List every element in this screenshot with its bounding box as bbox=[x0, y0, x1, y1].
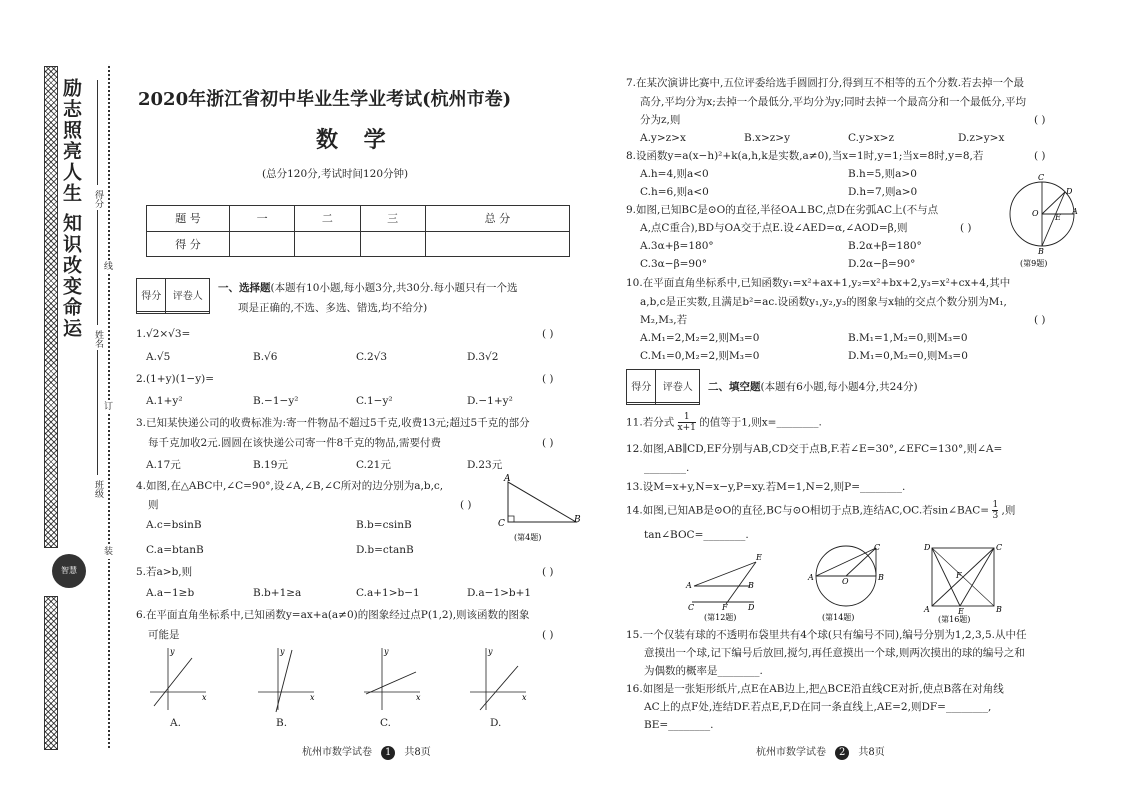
score-table-cell: 一 bbox=[230, 206, 295, 232]
q6-option[interactable]: A. bbox=[170, 717, 181, 729]
q9-point-label: C bbox=[1038, 173, 1045, 182]
footer-right-name: 杭州市数学试卷 bbox=[756, 747, 826, 758]
svg-text:x: x bbox=[202, 693, 207, 702]
q6-line1: 6.在平面直角坐标系中,已知函数y=ax+a(a≠0)的图象经过点P(1,2),则该函数的图象 bbox=[136, 609, 530, 621]
q7-line1: 7.在某次演讲比赛中,五位评委给选手圆圆打分,得到互不相等的五个分数.若去掉一个最 bbox=[626, 77, 1025, 89]
q9-line1: 9.如图,已知BC是⊙O的直径,半径OA⊥BC,点D在劣弧AC上(不与点 bbox=[626, 204, 939, 216]
q8-paren[interactable]: ( ) bbox=[1034, 150, 1046, 162]
q8-option[interactable]: D.h=7,则a>0 bbox=[848, 186, 918, 198]
q14-figure-caption: (第14题) bbox=[822, 613, 855, 622]
q5-paren[interactable]: ( ) bbox=[542, 566, 554, 578]
q4-point-label: C bbox=[498, 519, 505, 529]
subject-title: 数 学 bbox=[316, 127, 386, 153]
q2-option[interactable]: A.1+y² bbox=[146, 395, 183, 407]
score-table-cell: 三 bbox=[360, 206, 425, 232]
footer-left bbox=[302, 746, 431, 760]
q9-figure-caption: (第9题) bbox=[1020, 259, 1048, 268]
q14-point-label: C bbox=[874, 543, 881, 552]
q11-denominator: x+1 bbox=[677, 423, 696, 433]
q7-option[interactable]: C.y>x>z bbox=[848, 132, 894, 144]
footer-right bbox=[756, 746, 885, 760]
q10-line1: 10.在平面直角坐标系中,已知函数y₁=x²+ax+1,y₂=x²+bx+2,y₃=x²+cx+4,其中 bbox=[626, 277, 1011, 289]
grader-box-2 bbox=[626, 369, 700, 405]
q1-option[interactable]: B.√6 bbox=[253, 351, 278, 363]
q12-point-label: A bbox=[686, 581, 692, 590]
q14-denominator: 3 bbox=[992, 511, 999, 521]
class-line bbox=[97, 350, 98, 475]
score-input-cell[interactable] bbox=[360, 231, 425, 257]
grader-label: 评卷人 bbox=[656, 370, 700, 403]
q7-option[interactable]: D.z>y>x bbox=[958, 132, 1005, 144]
q5-option[interactable]: D.a−1>b+1 bbox=[467, 587, 532, 599]
q14-point-label: A bbox=[808, 573, 814, 582]
q3-line2: 每千克加收2元.圆圆在该快递公司寄一件8千克的物品,需要付费 bbox=[148, 437, 442, 449]
motto: 励志照亮人生 知识改变命运 bbox=[60, 78, 82, 339]
section2-title bbox=[708, 380, 918, 394]
grader-cell[interactable] bbox=[627, 402, 656, 404]
q1-stem: 1.√2×√3= bbox=[136, 328, 191, 340]
grader-cell[interactable] bbox=[656, 402, 700, 404]
page-number-2: 2 bbox=[835, 746, 849, 760]
score-input-cell[interactable] bbox=[425, 231, 569, 257]
score-input-cell[interactable] bbox=[230, 231, 295, 257]
binding-mark-3: 线 bbox=[104, 262, 114, 272]
q14-figure bbox=[806, 542, 896, 624]
q12-point-label: C bbox=[688, 603, 695, 612]
footer-left-name: 杭州市数学试卷 bbox=[302, 747, 372, 758]
q14-stem-a: 14.如图,已知AB是⊙O的直径,BC与⊙O相切于点B,连结AC,OC.若sin∠BAC= bbox=[626, 504, 990, 517]
q4-point-label: A bbox=[504, 474, 511, 484]
q12-point-label: F bbox=[722, 603, 728, 612]
q4-figure-caption: (第4题) bbox=[514, 533, 542, 542]
q3-option[interactable]: B.19元 bbox=[253, 459, 288, 471]
q16-point-label: F bbox=[956, 571, 962, 580]
q5-option[interactable]: A.a−1≥b bbox=[146, 587, 195, 599]
class-label: 班级 bbox=[93, 480, 103, 498]
score-label: 得分 bbox=[93, 190, 103, 208]
q16-point-label: D bbox=[924, 543, 931, 552]
name-label: 姓名 bbox=[93, 330, 103, 348]
exam-info: (总分120分,考试时间120分钟) bbox=[262, 168, 409, 180]
q11-stem-b[interactable]: 的值等于1,则x=________. bbox=[699, 416, 822, 429]
q10-option[interactable]: D.M₁=0,M₂=0,则M₃=0 bbox=[848, 350, 968, 362]
q5-option[interactable]: B.b+1≥a bbox=[253, 587, 302, 599]
q9-paren[interactable]: ( ) bbox=[960, 222, 972, 234]
q6-option[interactable]: C. bbox=[380, 717, 391, 729]
binding-mark-2: 订 bbox=[104, 402, 114, 412]
q7-paren[interactable]: ( ) bbox=[1034, 114, 1046, 126]
binding-sidebar bbox=[44, 66, 102, 748]
q2-stem: 2.(1+y)(1−y)= bbox=[136, 373, 215, 385]
q4-paren[interactable]: ( ) bbox=[460, 499, 472, 511]
q4-option[interactable]: C.a=btanB bbox=[146, 544, 204, 556]
q8-option[interactable]: B.h=5,则a>0 bbox=[848, 168, 917, 180]
q11-numerator: 1 bbox=[678, 412, 696, 423]
q1-option[interactable]: A.√5 bbox=[146, 351, 171, 363]
q14-point-label: O bbox=[842, 577, 849, 586]
q15-line2: 意摸出一个球,记下编号后放回,搅匀,再任意摸出一个球,则两次摸出的球的编号之和 bbox=[644, 647, 1025, 659]
q3-option[interactable]: D.23元 bbox=[467, 459, 503, 471]
section1-title bbox=[218, 281, 518, 295]
q1-option[interactable]: C.2√3 bbox=[356, 351, 388, 363]
q9-option[interactable]: C.3α−β=90° bbox=[640, 258, 708, 270]
q14-line2[interactable]: tan∠BOC=________. bbox=[644, 529, 749, 541]
section1-desc: (本题有10小题,每小题3分,共30分.每小题只有一个选 bbox=[270, 282, 518, 294]
q7-option[interactable]: B.x>z>y bbox=[744, 132, 791, 144]
q8-option[interactable]: C.h=6,则a<0 bbox=[640, 186, 709, 198]
page-number-1: 1 bbox=[381, 746, 395, 760]
grader-cell[interactable] bbox=[137, 311, 166, 313]
score-table-cell: 总 分 bbox=[425, 206, 569, 232]
q10-option[interactable]: C.M₁=0,M₂=2,则M₃=0 bbox=[640, 350, 760, 362]
q15-line1: 15.一个仅装有球的不透明布袋里共有4个球(只有编号不同),编号分别为1,2,3,5.从中任 bbox=[626, 629, 1027, 641]
score-table-cell: 题 号 bbox=[147, 206, 230, 232]
q11-fraction bbox=[678, 412, 696, 433]
q9-point-label: B bbox=[1038, 247, 1044, 256]
grader-score-label: 得分 bbox=[627, 370, 656, 403]
q16-point-label: C bbox=[996, 543, 1003, 552]
q9-option[interactable]: D.2α−β=90° bbox=[848, 258, 916, 270]
score-table bbox=[146, 205, 570, 257]
svg-text:x: x bbox=[310, 693, 315, 702]
logo-badge bbox=[52, 554, 86, 588]
q3-option[interactable]: A.17元 bbox=[146, 459, 181, 471]
q12-figure-caption: (第12题) bbox=[704, 613, 737, 622]
q6-graph-b[interactable] bbox=[254, 646, 318, 714]
q6-graph-d[interactable] bbox=[466, 646, 530, 714]
q14 bbox=[626, 500, 1015, 521]
q6-option[interactable]: B. bbox=[276, 717, 288, 729]
q10-line2: a,b,c是正实数,且满足b²=ac.设函数y₁,y₂,y₃的图象与x轴的交点个数分别为M₁, bbox=[640, 296, 1007, 308]
footer-left-total: 共8页 bbox=[404, 747, 431, 758]
q11-stem-a: 11.若分式 bbox=[626, 416, 675, 429]
grader-box-1 bbox=[136, 278, 210, 314]
q3-option[interactable]: C.21元 bbox=[356, 459, 391, 471]
logo-text: 智慧 bbox=[61, 566, 77, 575]
q12-point-label: B bbox=[748, 581, 754, 590]
q6-graph-a[interactable] bbox=[146, 646, 210, 714]
q16-point-label: B bbox=[996, 605, 1002, 614]
score-table-cell: 得 分 bbox=[147, 231, 230, 257]
q4-line2: 则 bbox=[148, 499, 159, 511]
q16-point-label: E bbox=[958, 607, 964, 616]
q9-figure bbox=[1010, 172, 1076, 270]
q9-point-label: O bbox=[1032, 209, 1039, 218]
q9-option[interactable]: B.2α+β=180° bbox=[848, 240, 922, 252]
svg-text:x: x bbox=[416, 693, 421, 702]
section1-name: 一、选择题 bbox=[218, 282, 271, 294]
q9-option[interactable]: A.3α+β=180° bbox=[640, 240, 714, 252]
svg-text:x: x bbox=[522, 693, 527, 702]
q6-line2: 可能是 bbox=[148, 629, 180, 641]
q4-point-label: B bbox=[574, 515, 581, 525]
q15-line3[interactable]: 为偶数的概率是________. bbox=[644, 665, 763, 677]
svg-text:y: y bbox=[488, 647, 493, 656]
q10-paren[interactable]: ( ) bbox=[1034, 314, 1046, 326]
q9-point-label: A bbox=[1072, 207, 1078, 216]
q10-option[interactable]: B.M₁=1,M₂=0,则M₃=0 bbox=[848, 332, 968, 344]
q10-line3: M₂,M₃,若 bbox=[640, 314, 688, 326]
q9-line2: A,点C重合),BD与OA交于点E.设∠AED=α,∠AOD=β,则 bbox=[640, 222, 908, 234]
q6-option[interactable]: D. bbox=[490, 717, 502, 729]
q6-paren[interactable]: ( ) bbox=[542, 629, 554, 641]
q7-line3: 分为z,则 bbox=[640, 114, 681, 126]
q12-line2[interactable]: ________. bbox=[644, 462, 690, 474]
q2-option[interactable]: C.1−y² bbox=[356, 395, 393, 407]
score-line bbox=[97, 80, 98, 185]
q3-paren[interactable]: ( ) bbox=[542, 437, 554, 449]
q9-point-label: E bbox=[1055, 213, 1061, 222]
q14-numerator: 1 bbox=[992, 500, 999, 510]
q11 bbox=[626, 412, 822, 433]
section2-name: 二、填空题 bbox=[708, 381, 761, 393]
q2-paren[interactable]: ( ) bbox=[542, 373, 554, 385]
grader-label: 评卷人 bbox=[166, 279, 210, 312]
q6-graph-c[interactable] bbox=[360, 646, 424, 714]
q10-option[interactable]: A.M₁=2,M₂=2,则M₃=0 bbox=[640, 332, 760, 344]
q7-option[interactable]: A.y>z>x bbox=[640, 132, 686, 144]
q2-option[interactable]: B.−1−y² bbox=[253, 395, 299, 407]
section2-desc: (本题有6小题,每小题4分,共24分) bbox=[760, 381, 918, 393]
q3-line1: 3.已知某快递公司的收费标准为:寄一件物品不超过5千克,收费13元;超过5千克的部分 bbox=[136, 417, 530, 429]
q4-option[interactable]: A.c=bsinB bbox=[146, 519, 202, 531]
q16-figure bbox=[920, 542, 1010, 624]
score-table-cell: 二 bbox=[295, 206, 360, 232]
q8-option[interactable]: A.h=4,则a<0 bbox=[640, 168, 709, 180]
grader-cell[interactable] bbox=[166, 311, 210, 313]
q4-figure bbox=[494, 474, 586, 544]
q16-figure-caption: (第16题) bbox=[938, 615, 971, 624]
q1-option[interactable]: D.3√2 bbox=[467, 351, 499, 363]
q1-paren[interactable]: ( ) bbox=[542, 328, 554, 340]
q5-option[interactable]: C.a+1>b−1 bbox=[356, 587, 420, 599]
hatch-border-bottom bbox=[44, 596, 58, 750]
q16-line3[interactable]: BE=________. bbox=[644, 719, 714, 731]
q16-point-label: A bbox=[924, 605, 930, 614]
q14-fraction bbox=[992, 500, 998, 521]
q16-line1: 16.如图是一张矩形纸片,点E在AB边上,把△BCE沿直线CE对折,使点B落在对角线 bbox=[626, 683, 1004, 695]
svg-text:y: y bbox=[170, 647, 175, 656]
grader-score-label: 得分 bbox=[137, 279, 166, 312]
svg-text:y: y bbox=[384, 647, 389, 656]
q4-option[interactable]: B.b=csinB bbox=[356, 519, 412, 531]
name-line bbox=[97, 210, 98, 325]
q4-option[interactable]: D.b=ctanB bbox=[356, 544, 414, 556]
score-input-cell[interactable] bbox=[295, 231, 360, 257]
svg-text:y: y bbox=[280, 647, 285, 656]
section1-desc2: 项是正确的,不选、多选、错选,均不给分) bbox=[238, 302, 428, 314]
q14-point-label: B bbox=[878, 573, 884, 582]
q5-stem: 5.若a>b,则 bbox=[136, 566, 193, 578]
q9-point-label: D bbox=[1066, 187, 1073, 196]
q12-point-label: E bbox=[756, 553, 762, 562]
q12-figure bbox=[684, 550, 780, 624]
q7-line2: 高分,平均分为x;去掉一个最低分,平均分为y;同时去掉一个最高分和一个最低分,平均 bbox=[640, 96, 1026, 108]
binding-mark-1: 装 bbox=[104, 547, 114, 557]
q2-option[interactable]: D.−1+y² bbox=[467, 395, 513, 407]
exam-title: 2020年浙江省初中毕业生学业考试(杭州市卷) bbox=[138, 89, 512, 110]
q12-point-label: D bbox=[748, 603, 755, 612]
q4-line1: 4.如图,在△ABC中,∠C=90°,设∠A,∠B,∠C所对的边分别为a,b,c, bbox=[136, 480, 444, 492]
hatch-border-top bbox=[44, 66, 58, 548]
q16-line2[interactable]: AC上的点F处,连结DF.若点E,F,D在同一条直线上,AE=2,则DF=________, bbox=[644, 701, 992, 713]
q8-stem: 8.设函数y=a(x−h)²+k(a,h,k是实数,a≠0),当x=1时,y=1;当x=8时,y=8,若 bbox=[626, 150, 984, 162]
q12-line1: 12.如图,AB∥CD,EF分别与AB,CD交于点B,F.若∠E=30°,∠EFC=130°,则∠A= bbox=[626, 443, 1003, 455]
footer-right-total: 共8页 bbox=[858, 747, 885, 758]
q13-stem[interactable]: 13.设M=x+y,N=x−y,P=xy.若M=1,N=2,则P=________. bbox=[626, 481, 906, 493]
q14-stem-b: ,则 bbox=[1001, 504, 1016, 517]
